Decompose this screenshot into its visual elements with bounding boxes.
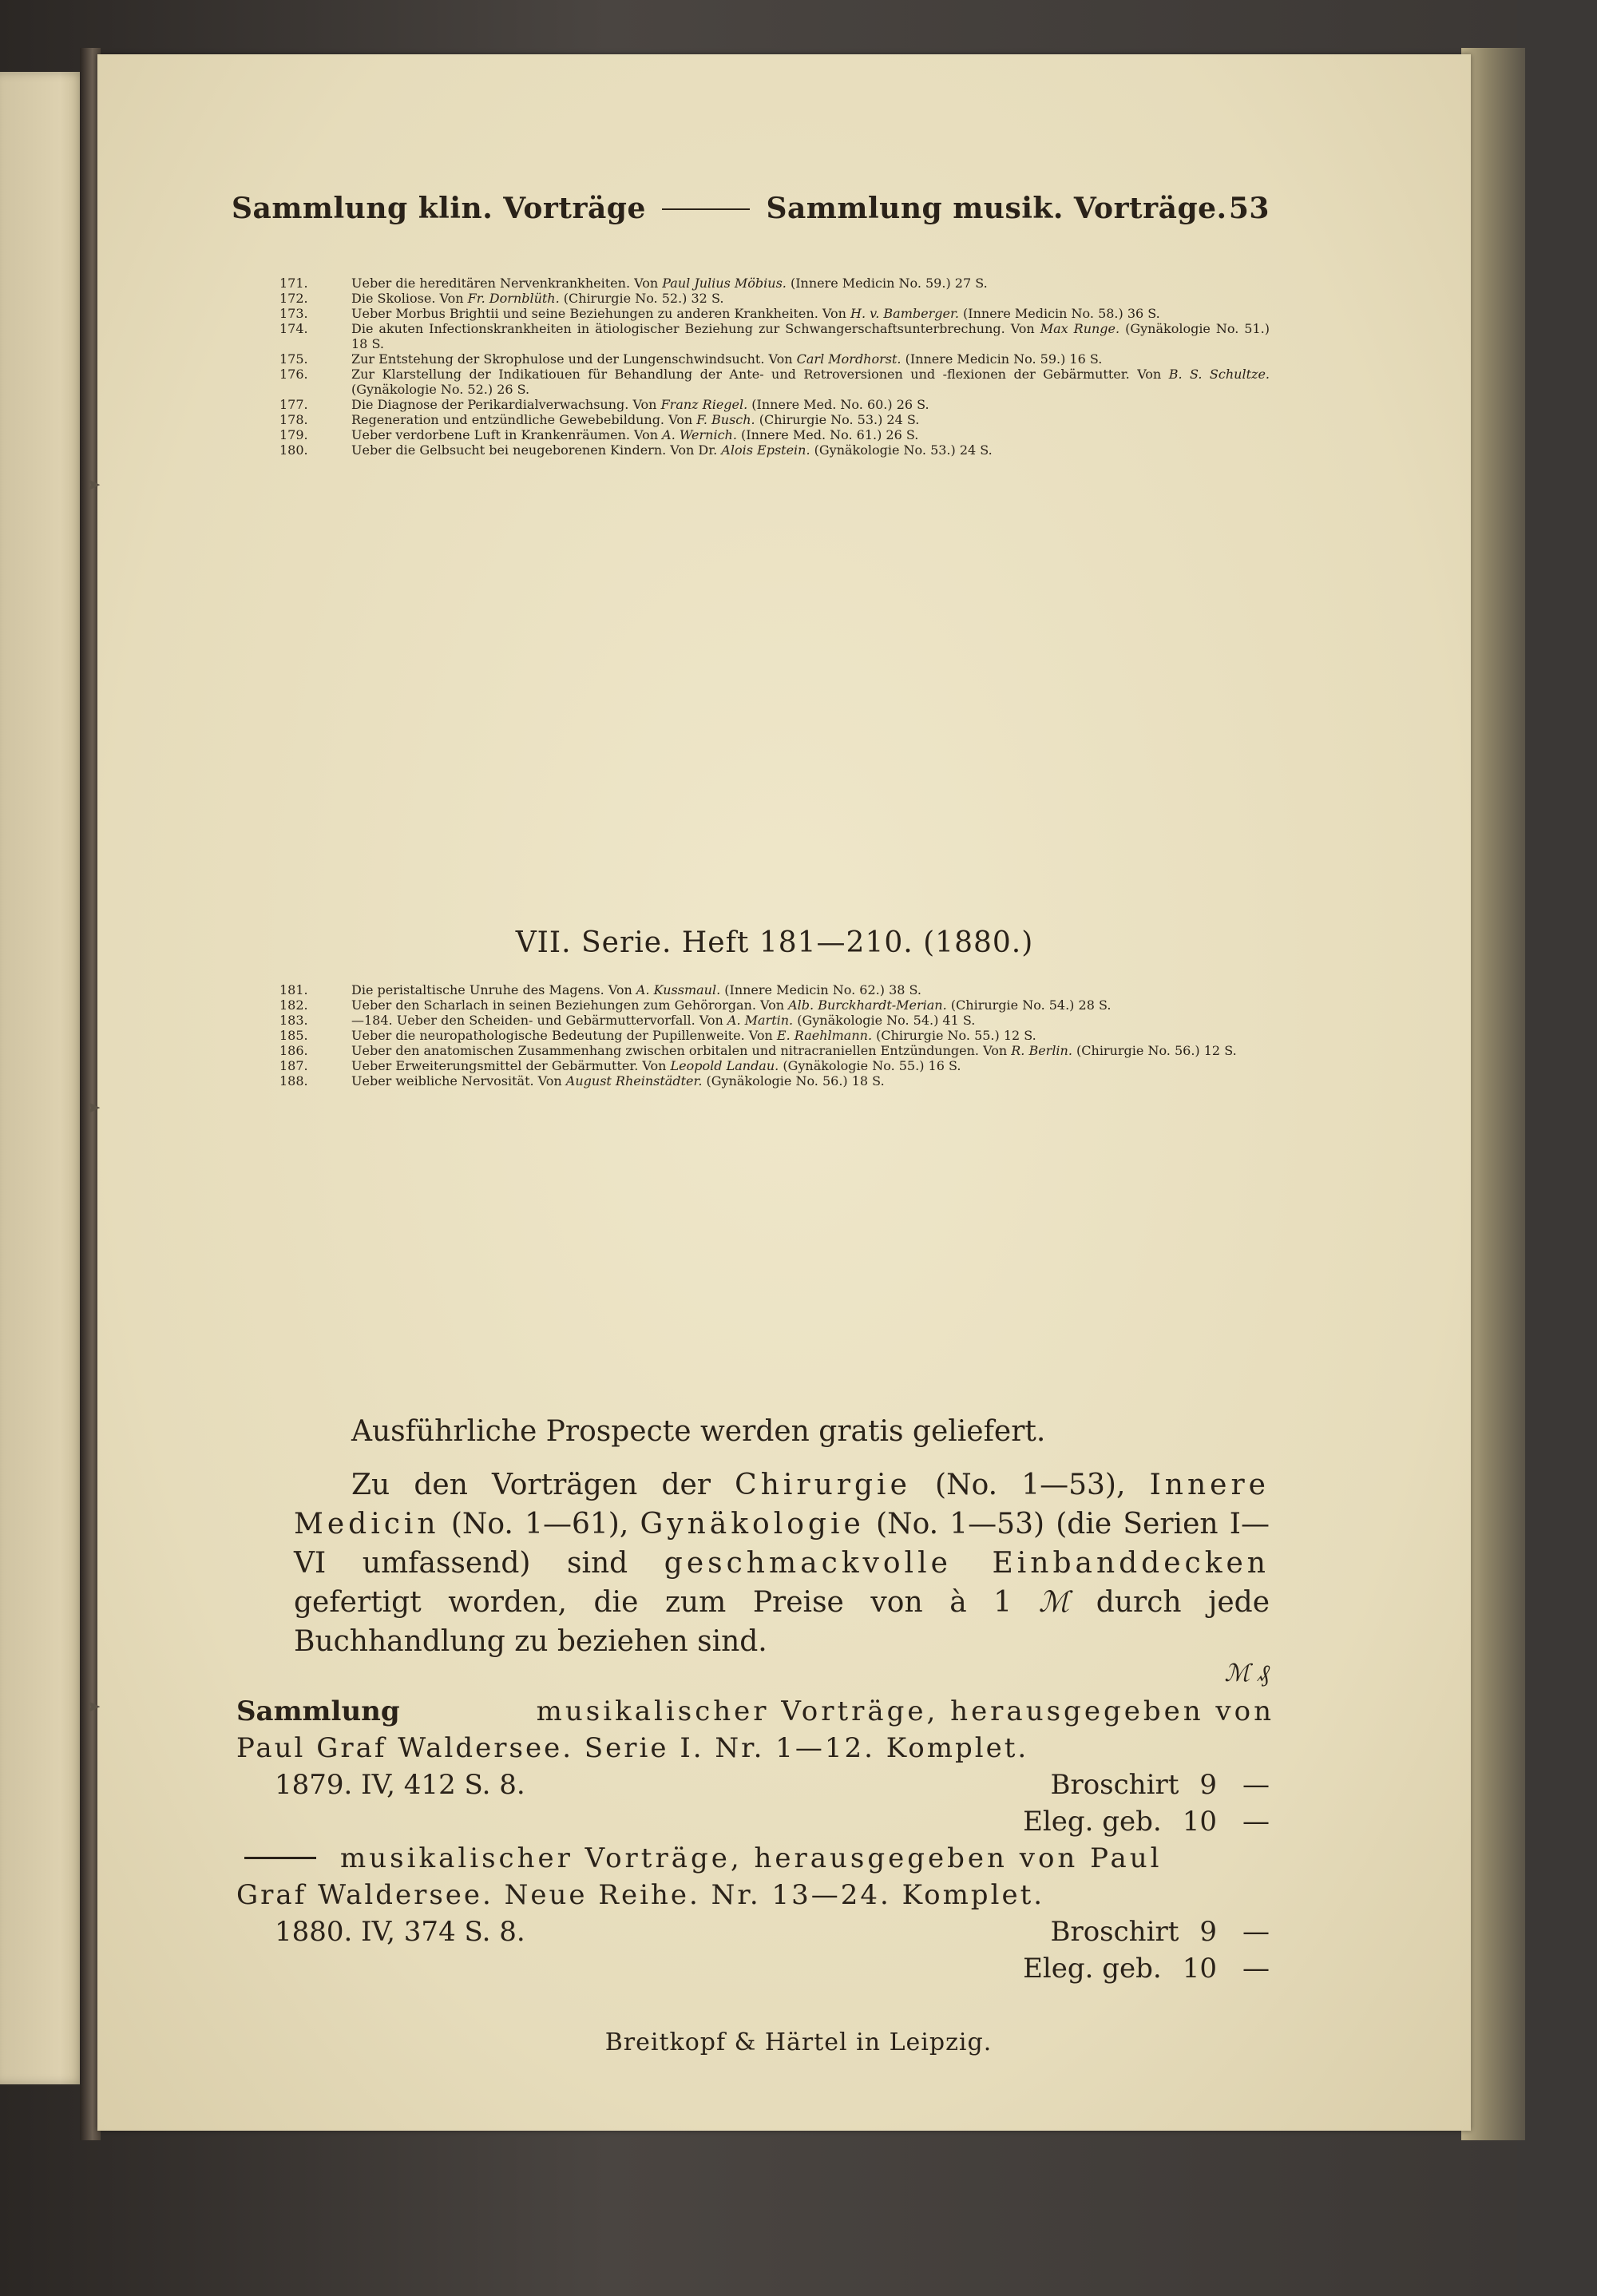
catalog-entry <box>279 412 1270 427</box>
music-lectures-listing <box>236 1693 1274 1987</box>
entry-author: A. Wernich. <box>662 427 737 442</box>
entry-text-part: Ueber die hereditären Nervenkrankheiten. Von <box>351 276 663 291</box>
entry-author: A. Martin. <box>727 1013 794 1028</box>
entry-text-part: Ueber weibliche Nervosität. Von <box>351 1073 566 1089</box>
currency-column-header: ℳ ₰ <box>1224 1660 1270 1687</box>
entry-author: Alois Epstein. <box>721 442 810 458</box>
price-row <box>1050 1913 1274 1950</box>
entry-author: Carl Mordhorst. <box>796 351 902 367</box>
note-text: gefertigt worden, die zum Preise von à 1 <box>294 1586 1039 1619</box>
catalog-entry <box>279 427 1270 442</box>
music-line <box>236 1950 1274 1987</box>
entry-text-part: Ueber Morbus Brightii und seine Beziehungen zu anderen Krankheiten. Von <box>351 306 850 321</box>
entry-text-part: (Chirurgie No. 52.) 32 S. <box>559 291 724 306</box>
note-text: Zu den Vorträgen der <box>351 1469 735 1501</box>
price-row <box>1050 1767 1274 1803</box>
binding-type: Eleg. geb. <box>1023 1806 1162 1838</box>
entry-text-part: Ueber verdorbene Luft in Krankenräumen. Von <box>351 427 663 442</box>
entry-text-part: (Chirurgie No. 53.) 24 S. <box>755 412 920 427</box>
margin-arrow-mark: ➤ <box>86 1098 101 1118</box>
entry-author: H. v. Bamberger. <box>850 306 959 321</box>
entry-text-part: (Innere Med. No. 60.) 26 S. <box>747 397 929 412</box>
entry-text-part: (Gynäkologie No. 51.) 18 S. <box>351 321 1270 351</box>
catalog-entry <box>279 367 1270 397</box>
header-rule <box>662 208 750 210</box>
entry-author: A. Kussmaul. <box>636 982 721 997</box>
entry-number: 180. <box>279 442 308 458</box>
entry-text-part: (Innere Medicin No. 59.) 27 S. <box>786 276 988 291</box>
entry-text <box>351 1043 1270 1058</box>
music-text: musikalischer Vorträge, herausgegeben von <box>536 1695 1274 1727</box>
einband-note <box>294 1465 1270 1661</box>
entry-list-series-vi <box>279 276 1270 458</box>
catalog-entry <box>279 276 1270 291</box>
entry-text <box>351 442 1270 458</box>
catalog-entry <box>279 1013 1270 1028</box>
header-right: Sammlung musik. Vorträge. <box>766 192 1227 225</box>
entry-text-part: Die Diagnose der Perikardialverwachsung. Von <box>351 397 661 412</box>
entry-text-part: (Gynäkologie No. 55.) 16 S. <box>779 1058 961 1073</box>
entry-author: Alb. Burckhardt-Merian. <box>788 997 947 1013</box>
price-mark: 9 <box>1199 1916 1217 1948</box>
entry-number: 174. <box>279 321 308 336</box>
note-text: (No. 1—53) (die Serien I—VI umfassend) sind <box>294 1508 1270 1580</box>
music-pubinfo: 1879. IV, 412 S. 8. <box>275 1769 525 1801</box>
entry-text <box>351 276 1270 291</box>
price-pfennig: — <box>1242 1916 1270 1948</box>
entry-text-part: (Innere Medicin No. 62.) 38 S. <box>720 982 921 997</box>
catalog-entry <box>279 397 1270 412</box>
note-einbanddecken: geschmackvolle Einbanddecken <box>664 1547 1270 1580</box>
music-pubinfo: 1880. IV, 374 S. 8. <box>275 1916 525 1948</box>
price-mark: 10 <box>1182 1953 1217 1985</box>
note-text: (No. 1—61), <box>439 1508 640 1541</box>
entry-text-part: (Gynäkologie No. 53.) 24 S. <box>810 442 993 458</box>
entry-author: Franz Riegel. <box>660 397 748 412</box>
entry-text-part: Die Skoliose. Von <box>351 291 468 306</box>
entry-author: August Rheinstädter. <box>565 1073 703 1089</box>
catalog-entry <box>279 1073 1270 1089</box>
entry-text <box>351 1028 1270 1043</box>
catalog-entry <box>279 442 1270 458</box>
entry-number: 175. <box>279 351 308 367</box>
entry-author: Fr. Dornblüth. <box>467 291 560 306</box>
entry-text-part: Die akuten Infectionskrankheiten in ätiologischer Beziehung zur Schwangerschaftsunterbrechung. Von <box>351 321 1040 336</box>
price-mark: 9 <box>1199 1769 1217 1801</box>
catalog-entry <box>279 321 1270 351</box>
music-line <box>236 1803 1274 1840</box>
publisher-imprint: Breitkopf & Härtel in Leipzig. <box>604 2028 993 2056</box>
entry-number: 173. <box>279 306 308 321</box>
entry-text <box>351 982 1270 997</box>
entry-text-part: Ueber die Gelbsucht bei neugeborenen Kindern. Von Dr. <box>351 442 722 458</box>
entry-text-part: Ueber Erweiterungsmittel der Gebärmutter. Von <box>351 1058 671 1073</box>
margin-arrow-mark: ➤ <box>86 475 101 495</box>
entry-text-part: Ueber den Scharlach in seinen Beziehungen zum Gehörorgan. Von <box>351 997 789 1013</box>
margin-arrow-mark: ➤ <box>86 1697 101 1717</box>
catalog-entry <box>279 306 1270 321</box>
catalog-entry <box>279 351 1270 367</box>
page-edge-shadow <box>1461 48 1525 2140</box>
entry-number: 176. <box>279 367 308 382</box>
music-text: Graf Waldersee. Neue Reihe. Nr. 13—24. Komplet. <box>236 1879 1045 1911</box>
price-mark: 10 <box>1182 1806 1217 1838</box>
entry-list-series-vii <box>279 982 1270 1089</box>
music-line <box>236 1767 1274 1803</box>
note-gynaekologie: Gynäkologie <box>640 1508 865 1541</box>
entry-number: 188. <box>279 1073 308 1089</box>
entry-text <box>351 321 1270 351</box>
page-number: 53 <box>1228 192 1270 225</box>
entry-author: B. S. Schultze. <box>1168 367 1270 382</box>
price-row <box>1023 1950 1274 1987</box>
catalog-entry <box>279 997 1270 1013</box>
entry-text-part: Ueber die neuropathologische Bedeutung der Pupillenweite. Von <box>351 1028 777 1043</box>
entry-text-part: (Gynäkologie No. 52.) 26 S. <box>351 382 530 397</box>
binding-type: Broschirt <box>1050 1916 1179 1948</box>
entry-text-part: Zur Entstehung der Skrophulose und der Lungenschwindsucht. Von <box>351 351 797 367</box>
entry-number: 182. <box>279 997 308 1013</box>
note-chirurgie: Chirurgie <box>735 1469 911 1501</box>
catalog-entry <box>279 291 1270 306</box>
entry-text <box>351 291 1270 306</box>
entry-text-part: Zur Klarstellung der Indikatiouen für Behandlung der Ante- und Retroversionen und -flexionen der Gebärmutter. Von <box>351 367 1169 382</box>
entry-number: 186. <box>279 1043 308 1058</box>
entry-text <box>351 427 1270 442</box>
entry-text-part: Regeneration und entzündliche Gewebebildung. Von <box>351 412 697 427</box>
entry-number: 187. <box>279 1058 308 1073</box>
binding-type: Broschirt <box>1050 1769 1179 1801</box>
entry-text-part: (Innere Med. No. 61.) 26 S. <box>736 427 919 442</box>
note-innere-medicin: Innere Medicin <box>294 1469 1270 1541</box>
entry-author: R. Berlin. <box>1011 1043 1072 1058</box>
facing-page-edge <box>0 72 86 2084</box>
entry-author: Max Runge. <box>1040 321 1120 336</box>
price-pfennig: — <box>1242 1953 1270 1985</box>
entry-text-part: (Gynäkologie No. 56.) 18 S. <box>702 1073 885 1089</box>
series-heading: VII. Serie. Heft 181—210. (1880.) <box>515 926 1034 959</box>
music-line <box>236 1730 1274 1767</box>
entry-number: 177. <box>279 397 308 412</box>
entry-number: 179. <box>279 427 308 442</box>
entry-author: E. Raehlmann. <box>776 1028 873 1043</box>
music-line <box>236 1693 1274 1730</box>
entry-text <box>351 306 1270 321</box>
entry-text-part: (Innere Medicin No. 58.) 36 S. <box>958 306 1160 321</box>
catalog-entry <box>279 1058 1270 1073</box>
entry-text-part: Ueber den anatomischen Zusammenhang zwischen orbitalen und nitracraniellen Entzündungen. Von <box>351 1043 1012 1058</box>
entry-text <box>351 1013 1270 1028</box>
entry-text <box>351 412 1270 427</box>
entry-text <box>351 997 1270 1013</box>
entry-author: Paul Julius Möbius. <box>662 276 787 291</box>
entry-text-part: (Innere Medicin No. 59.) 16 S. <box>901 351 1103 367</box>
entry-number: 185. <box>279 1028 308 1043</box>
entry-number: 171. <box>279 276 308 291</box>
price-row <box>1023 1803 1274 1840</box>
entry-text <box>351 1058 1270 1073</box>
entry-text-part: Die peristaltische Unruhe des Magens. Von <box>351 982 636 997</box>
entry-number: 181. <box>279 982 308 997</box>
entry-text <box>351 1073 1270 1089</box>
entry-number: 183. <box>279 1013 308 1028</box>
running-header <box>232 192 1270 232</box>
price-pfennig: — <box>1242 1806 1270 1838</box>
prospecte-note: Ausführliche Prospecte werden gratis geliefert. <box>351 1415 1046 1448</box>
entry-text-part: (Chirurgie No. 55.) 12 S. <box>872 1028 1036 1043</box>
entry-text-part: (Chirurgie No. 54.) 28 S. <box>946 997 1112 1013</box>
music-line <box>236 1877 1274 1913</box>
catalog-entry <box>279 1043 1270 1058</box>
catalog-entry <box>279 982 1270 997</box>
note-text: durch jede Buchhandlung zu beziehen sind. <box>294 1586 1270 1658</box>
binding-type: Eleg. geb. <box>1023 1953 1162 1985</box>
ditto-rule <box>244 1857 316 1859</box>
entry-text-part: —184. Ueber den Scheiden- und Gebärmuttervorfall. Von <box>351 1013 727 1028</box>
entry-number: 178. <box>279 412 308 427</box>
entry-number: 172. <box>279 291 308 306</box>
entry-text <box>351 397 1270 412</box>
header-left: Sammlung klin. Vorträge <box>232 192 646 225</box>
catalog-entry <box>279 1028 1270 1043</box>
entry-text <box>351 367 1270 397</box>
entry-text-part: (Chirurgie No. 56.) 12 S. <box>1072 1043 1237 1058</box>
entry-text-part: (Gynäkologie No. 54.) 41 S. <box>793 1013 976 1028</box>
entry-text <box>351 351 1270 367</box>
entry-author: Leopold Landau. <box>670 1058 779 1073</box>
mark-symbol: ℳ <box>1038 1586 1070 1619</box>
note-text: (No. 1—53), <box>910 1469 1150 1501</box>
music-line <box>236 1913 1274 1950</box>
entry-author: F. Busch. <box>696 412 755 427</box>
music-text: musikalischer Vorträge, herausgegeben von Paul <box>340 1842 1163 1874</box>
music-series-title: Sammlung <box>236 1695 400 1727</box>
price-pfennig: — <box>1242 1769 1270 1801</box>
music-line <box>236 1840 1274 1877</box>
music-text: Paul Graf Waldersee. Serie I. Nr. 1—12. Komplet. <box>236 1732 1029 1764</box>
